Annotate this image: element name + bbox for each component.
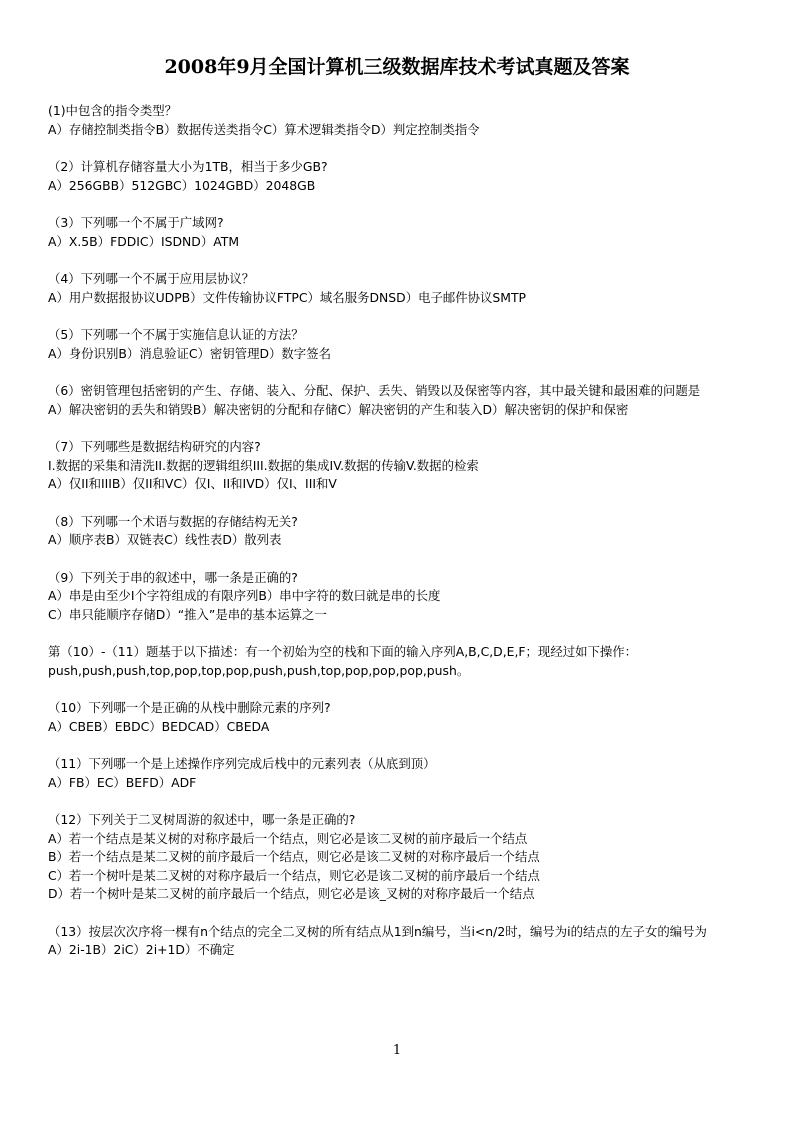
answer-options: C）串只能顺序存储D）“推入”是串的基本运算之一 xyxy=(48,606,327,622)
question-block xyxy=(48,513,748,550)
answer-options: A）256GBB）512GBC）1024GBD）2048GB xyxy=(48,177,316,193)
question-text: (1)中包含的指令类型？ xyxy=(48,103,178,118)
document-title: 2008年9月全国计算机三级数据库技术考试真题及答案 xyxy=(164,56,630,78)
page-number: 1 xyxy=(392,1043,402,1058)
answer-options: A）顺序表B）双链表C）线性表D）散列表 xyxy=(48,532,282,547)
answer-options: A）2i-1B）2iC）2i+1D）不确定 xyxy=(48,942,235,957)
question-block xyxy=(48,382,748,419)
answer-options: A）X.5B）FDDIC）ISDND）ATM xyxy=(48,233,240,249)
question-block xyxy=(48,755,748,792)
question-text: （3）下列哪一个不属于广域网? xyxy=(48,215,224,230)
answer-options: C）若一个树叶是某二叉树的对称序最后一个结点，则它必是该二叉树的前序最后一个结点 xyxy=(48,867,540,883)
question-block xyxy=(48,438,748,494)
question-text: （11）下列哪一个是上述操作序列完成后栈中的元素列表（从底到顶） xyxy=(48,756,436,771)
question-text: 第（10）-（11）题基于以下描述：有一个初始为空的栈和下面的输入序列A,B,C,D,E,F；现经过如下操作： xyxy=(48,644,638,659)
answer-options: A）FB）EC）BEFD）ADF xyxy=(48,774,197,790)
question-block xyxy=(48,214,748,251)
question-text: （13）按层次次序将一棵有n个结点的完全二叉树的所有结点从1到n编号，当i<n/2时，编号为i的结点的左子女的编号为 xyxy=(48,923,707,939)
question-text: （6）密钥管理包括密钥的产生、存储、装入、分配、保护、丢失、销毁以及保密等内容，其中最关键和最困难的问题是 xyxy=(48,383,701,398)
question-list xyxy=(48,102,748,979)
answer-options: I.数据的采集和清洗II.数据的逻辑组织III.数据的集成IV.数据的传输V.数据的检索 xyxy=(48,457,479,473)
question-block xyxy=(48,569,748,625)
question-text: （9）下列关于串的叙述中，哪一条是正确的? xyxy=(48,569,298,585)
answer-options: D）若一个树叶是某二叉树的前序最后一个结点，则它必是该_叉树的对称序最后一个结点 xyxy=(48,886,535,901)
answer-options: A）用户数据报协议UDPB）文件传输协议FTPC）域名服务DNSD）电子邮件协议SMTP xyxy=(48,289,527,305)
answer-options: A）解决密钥的丢失和销毁B）解决密钥的分配和存储C）解决密钥的产生和装入D）解决密钥的保护和保密 xyxy=(48,401,629,417)
answer-options: push,push,push,top,pop,top,pop,push,push,top,pop,pop,pop,push。 xyxy=(48,662,470,678)
answer-options: A）若一个结点是某义树的对称序最后一个结点，则它必是该二叉树的前序最后一个结点 xyxy=(48,830,528,846)
question-block xyxy=(48,923,748,960)
answer-options: A）串是由至少I个字符组成的有限序列B）串中字符的数曰就是串的长度 xyxy=(48,588,441,603)
question-text: （7）下列哪些是数据结构研究的内容? xyxy=(48,439,261,454)
question-block xyxy=(48,811,748,904)
answer-options: A）存储控制类指令B）数据传送类指令C）算术逻辑类指令D）判定控制类指令 xyxy=(48,121,480,137)
answer-options: A）身份识别B）消息验证C）密钥管理D）数字签名 xyxy=(48,345,331,361)
answer-options: B）若一个结点是某二叉树的前序最后一个结点，则它必是该二叉树的对称序最后一个结点 xyxy=(48,849,540,864)
question-text: （2）计算机存储容量大小为1TB，相当于多少GB? xyxy=(48,159,328,174)
answer-options: A）仅II和IIIB）仅II和VC）仅I、II和IVD）仅I、III和V xyxy=(48,476,337,491)
answer-options: A）CBEB）EBDC）BEDCAD）CBEDA xyxy=(48,718,270,734)
question-block xyxy=(48,158,748,195)
question-block xyxy=(48,270,748,307)
question-text: （12）下列关于二叉树周游的叙述中，哪一条是正确的? xyxy=(48,812,356,827)
question-block xyxy=(48,699,748,736)
question-text: （8）下列哪一个术语与数据的存储结构无关? xyxy=(48,513,298,529)
question-block xyxy=(48,326,748,363)
question-text: （10）下列哪一个是正确的从栈中删除元素的序列? xyxy=(48,700,331,715)
question-text: （4）下列哪一个不属于应用层协议？ xyxy=(48,271,255,286)
question-text: （5）下列哪一个不属于实施信息认证的方法？ xyxy=(48,327,304,342)
question-block xyxy=(48,643,748,680)
question-block xyxy=(48,102,748,139)
